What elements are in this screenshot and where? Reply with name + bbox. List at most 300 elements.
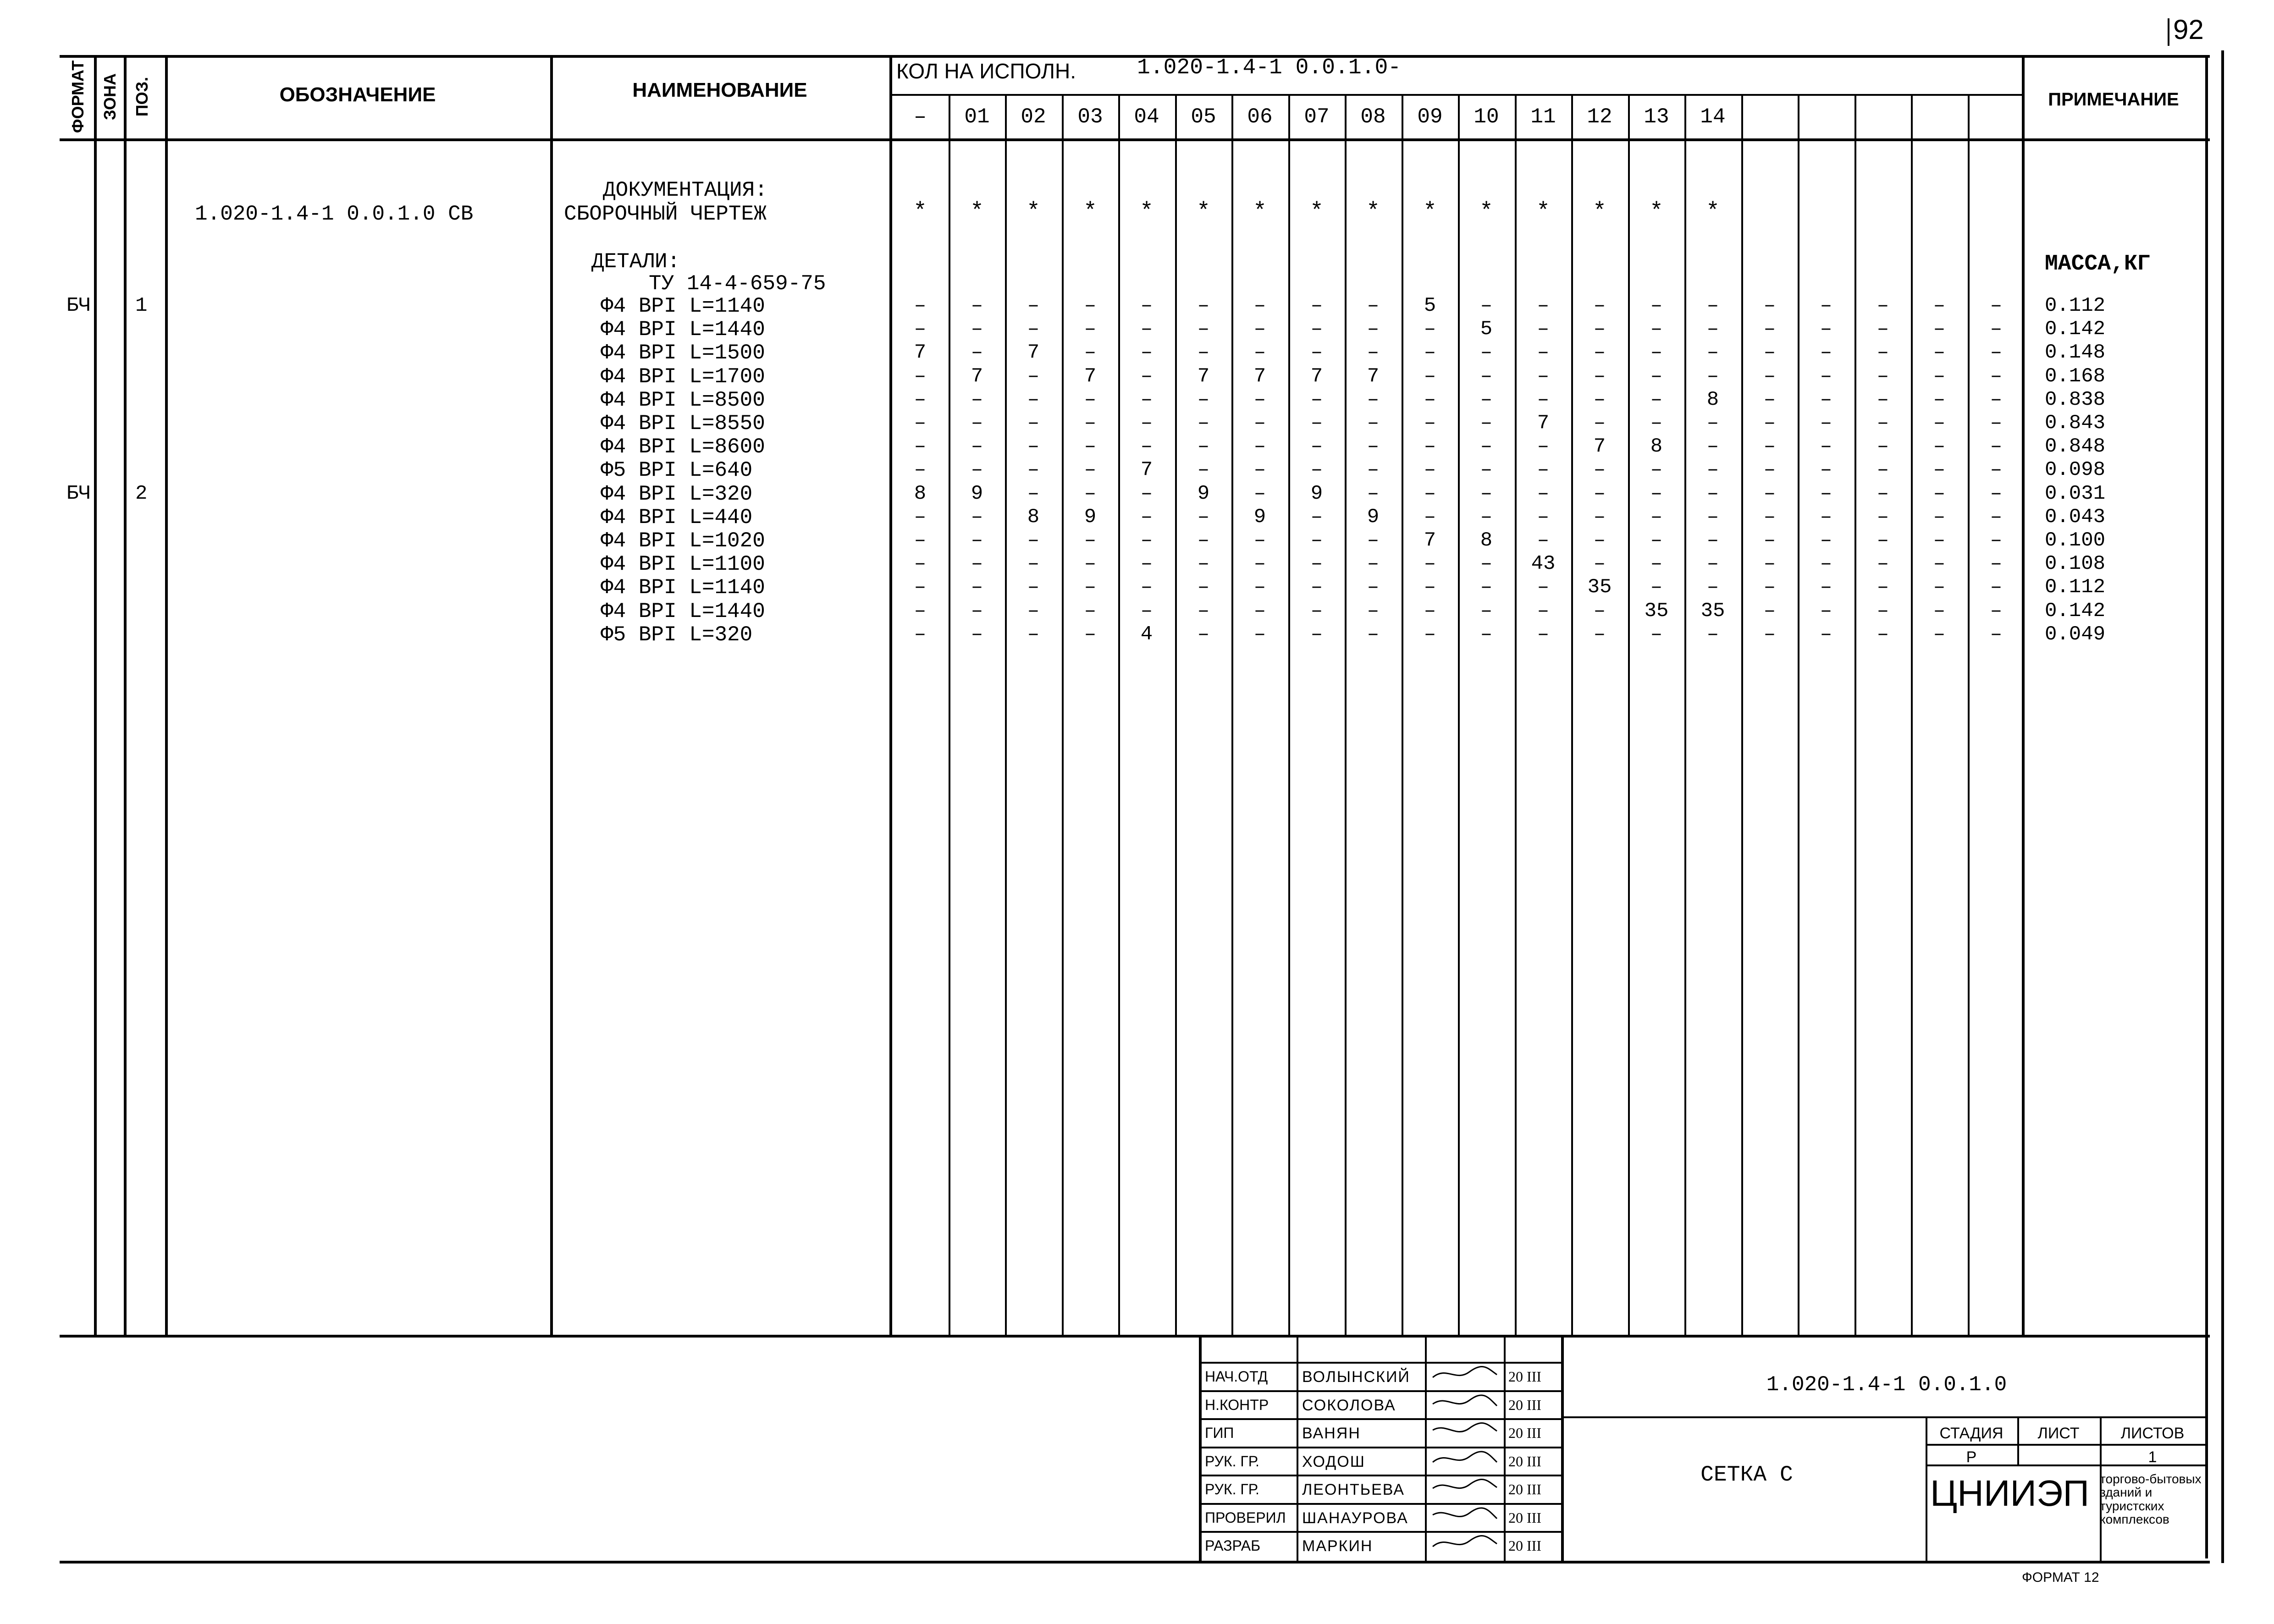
row-quantity: – [1197,600,1210,622]
row-quantity: – [914,365,927,388]
row-quantity: – [1650,318,1663,341]
row-quantity: – [971,458,983,481]
tu-line: ТУ 14-4-659-75 [649,272,826,296]
row-quantity: – [1084,412,1097,435]
row-quantity: – [1197,576,1210,599]
row-quantity: 5 [1480,318,1493,341]
signature-date: 20 III [1508,1509,1541,1526]
row-quantity: – [1027,552,1040,575]
qty-column-line [1288,94,1290,1335]
row-quantity: – [1367,529,1380,552]
row-quantity: – [1197,623,1210,646]
row-name: Ф4 ВРI L=1020 [601,529,765,553]
row-quantity: – [1820,341,1832,364]
row-quantity: – [1197,388,1210,411]
qty-column-line [1458,94,1460,1335]
row-quantity: – [1367,458,1380,481]
signature-name: ВОЛЫНСКИЙ [1302,1368,1410,1386]
row-quantity: – [1537,600,1550,622]
row-quantity: 7 [1084,365,1097,388]
row-position: 1 [135,294,148,317]
qty-column-line [1345,94,1347,1335]
row-quantity: – [1367,318,1380,341]
designation-cell: 1.020-1.4-1 0.0.1.0 СВ [195,202,474,226]
mass-label: МАССА,КГ [2045,252,2151,276]
row-quantity: – [1877,294,1889,317]
row-quantity: – [1197,552,1210,575]
row-quantity: 7 [1424,529,1436,552]
variant-header: 08 [1360,105,1386,129]
row-quantity: – [1593,294,1606,317]
documentation-star: * [1196,199,1210,225]
row-quantity: 7 [1367,365,1380,388]
signature-name: СОКОЛОВА [1302,1397,1396,1414]
row-quantity: – [1537,318,1550,341]
documentation-star: * [1309,199,1324,225]
row-quantity: – [1933,365,1946,388]
frame-vline [550,55,553,1335]
signature-name: ШАНАУРОВА [1302,1509,1408,1527]
row-quantity: – [1084,435,1097,458]
row-quantity: – [1877,552,1889,575]
row-quantity: – [1990,600,2003,622]
row-name: Ф4 ВРI L=1700 [601,365,765,389]
row-quantity: – [1424,576,1436,599]
row-quantity: – [1933,458,1946,481]
row-quantity: – [1650,294,1663,317]
signature-name: ВАНЯН [1302,1425,1361,1442]
row-quantity: 7 [1593,435,1606,458]
row-quantity: – [1933,576,1946,599]
qty-doc-code: 1.020-1.4-1 0.0.1.0- [1137,55,1402,80]
row-quantity: – [1140,600,1153,622]
sheet-label: ЛИСТ [2037,1425,2080,1442]
row-mass: 0.100 [2045,529,2106,552]
row-quantity: – [1990,506,2003,528]
row-quantity: 7 [971,365,983,388]
row-quantity: – [1706,318,1719,341]
row-quantity: – [1763,482,1776,505]
row-quantity: – [1424,623,1436,646]
row-quantity: – [914,623,927,646]
row-quantity: – [1990,623,2003,646]
frame-vline [2205,55,2208,1558]
row-quantity: – [1877,341,1889,364]
row-quantity: – [1537,506,1550,528]
row-quantity: – [1253,458,1266,481]
row-quantity: – [1140,341,1153,364]
documentation-star: * [1706,199,1720,225]
row-name: Ф4 ВРI L=1440 [601,600,765,623]
row-quantity: – [1480,294,1493,317]
row-quantity: – [1140,576,1153,599]
row-quantity: – [1990,318,2003,341]
handwritten-signature [1428,1505,1501,1525]
documentation-star: * [1649,199,1663,225]
row-quantity: 5 [1424,294,1436,317]
title-doc-code: 1.020-1.4-1 0.0.1.0 [1766,1373,2007,1397]
page-tab-mark [2168,18,2169,46]
row-quantity: – [1140,482,1153,505]
row-quantity: – [1933,412,1946,435]
row-quantity: – [1820,552,1832,575]
row-quantity: – [1140,412,1153,435]
row-quantity: – [914,552,927,575]
row-quantity: – [1990,412,2003,435]
qty-column-line [1684,94,1686,1335]
qty-column-line [1515,94,1517,1335]
signature-date: 20 III [1508,1425,1541,1441]
row-name: Ф4 ВРI L=8600 [601,435,765,459]
row-name: Ф5 ВРI L=640 [601,458,753,482]
row-quantity: 35 [1700,600,1725,622]
row-quantity: – [1820,623,1832,646]
row-quantity: – [1706,412,1719,435]
row-quantity: – [1877,318,1889,341]
variant-header: 06 [1247,105,1273,129]
row-quantity: – [1084,388,1097,411]
qty-column-line [1571,94,1573,1335]
row-quantity: – [914,576,927,599]
variant-header: 11 [1530,105,1556,129]
row-mass: 0.848 [2045,435,2106,458]
row-quantity: – [1706,341,1719,364]
row-quantity: – [1027,412,1040,435]
doc-name: СБОРОЧНЫЙ ЧЕРТЕЖ [564,202,767,226]
table-bottom-line [60,1335,2210,1338]
row-quantity: – [1480,576,1493,599]
row-quantity: – [1197,341,1210,364]
row-quantity: – [1253,294,1266,317]
pos-header: ПОЗ. [132,77,151,117]
row-quantity: 7 [1197,365,1210,388]
stage-value: Р [1966,1448,1977,1466]
row-quantity: – [1027,435,1040,458]
row-name: Ф4 ВРI L=440 [601,506,753,529]
row-quantity: – [1367,482,1380,505]
row-quantity: – [971,412,983,435]
row-quantity: – [1933,529,1946,552]
row-name: Ф4 ВРI L=1140 [601,576,765,600]
variant-header: 10 [1474,105,1499,129]
row-quantity: 9 [971,482,983,505]
row-quantity: – [1650,412,1663,435]
row-quantity: – [1084,552,1097,575]
row-quantity: – [1820,482,1832,505]
signature-date: 20 III [1508,1368,1541,1385]
signature-row-line [1199,1475,1561,1476]
documentation-star: * [1592,199,1606,225]
row-quantity: – [1253,435,1266,458]
row-quantity: – [1253,388,1266,411]
signature-role: РУК. ГР. [1205,1481,1259,1497]
row-quantity: 7 [1253,365,1266,388]
qty-column-line [1741,94,1743,1335]
row-quantity: – [914,458,927,481]
row-quantity: – [1933,388,1946,411]
row-quantity: – [1027,365,1040,388]
row-name: Ф4 ВРI L=8550 [601,412,765,435]
handwritten-signature [1428,1392,1501,1412]
row-quantity: – [1877,600,1889,622]
row-quantity: – [1593,341,1606,364]
row-quantity: – [1763,506,1776,528]
variant-header: 04 [1134,105,1159,129]
row-quantity: 9 [1310,482,1323,505]
row-quantity: – [1650,458,1663,481]
row-quantity: – [971,318,983,341]
row-quantity: – [1593,623,1606,646]
row-mass: 0.098 [2045,458,2106,481]
row-quantity: 9 [1197,482,1210,505]
row-quantity: – [971,341,983,364]
row-quantity: – [1820,412,1832,435]
row-quantity: – [1253,600,1266,622]
row-quantity: – [1310,576,1323,599]
row-quantity: – [1537,388,1550,411]
row-quantity: – [1367,294,1380,317]
row-quantity: – [1140,318,1153,341]
documentation-star: * [1366,199,1380,225]
signature-date: 20 III [1508,1397,1541,1413]
row-quantity: – [1706,552,1719,575]
designation-header: ОБОЗНАЧЕНИЕ [279,83,436,106]
row-quantity: – [1706,623,1719,646]
row-quantity: – [1084,294,1097,317]
row-quantity: – [1480,552,1493,575]
row-quantity: – [1027,318,1040,341]
row-quantity: – [1877,623,1889,646]
row-quantity: 8 [1650,435,1663,458]
frame-right-border [2221,50,2224,1563]
row-quantity: – [1763,318,1776,341]
frame-vline [889,55,892,1335]
row-quantity: – [1763,458,1776,481]
row-quantity: – [1537,435,1550,458]
row-quantity: – [1933,435,1946,458]
row-quantity: 9 [1084,506,1097,528]
row-quantity: – [1537,341,1550,364]
row-quantity: – [1424,412,1436,435]
row-quantity: – [1537,529,1550,552]
variant-header: 12 [1587,105,1612,129]
row-quantity: – [1593,412,1606,435]
qty-column-line [1175,94,1177,1335]
row-quantity: – [1197,294,1210,317]
documentation-star: * [1253,199,1267,225]
row-quantity: – [1027,623,1040,646]
row-quantity: – [1933,600,1946,622]
sheet-title: СЕТКА С [1700,1463,1793,1487]
page-number: 92 [2173,14,2204,45]
signature-role: ГИП [1205,1425,1234,1441]
row-quantity: – [914,388,927,411]
row-quantity: – [1650,365,1663,388]
row-quantity: – [1990,294,2003,317]
row-name: Ф4 ВРI L=320 [601,482,753,506]
row-quantity: – [1933,623,1946,646]
variant-header: 03 [1077,105,1103,129]
row-quantity: – [1027,458,1040,481]
row-quantity: – [971,600,983,622]
row-quantity: – [1877,458,1889,481]
row-quantity: – [1537,482,1550,505]
row-quantity: – [1820,506,1832,528]
row-quantity: – [1650,482,1663,505]
row-quantity: – [1310,458,1323,481]
row-quantity: – [1593,552,1606,575]
row-quantity: – [1990,482,2003,505]
row-quantity: 7 [1310,365,1323,388]
row-quantity: – [1140,365,1153,388]
row-quantity: – [1990,529,2003,552]
row-quantity: 7 [1140,458,1153,481]
signature-row-line [1199,1503,1561,1505]
row-quantity: – [1310,318,1323,341]
row-quantity: – [971,388,983,411]
row-quantity: – [1763,576,1776,599]
row-quantity: – [1480,388,1493,411]
row-format: БЧ [66,482,91,505]
format-label: ФОРМАТ 12 [2022,1570,2099,1585]
handwritten-signature [1428,1364,1501,1384]
row-quantity: – [1310,435,1323,458]
row-quantity: – [1820,365,1832,388]
handwritten-signature [1428,1476,1501,1497]
row-quantity: 4 [1140,623,1153,646]
zone-header: ЗОНА [100,73,119,121]
row-quantity: – [1763,600,1776,622]
qty-column-line [949,94,950,1335]
row-quantity: – [1084,600,1097,622]
row-quantity: – [971,435,983,458]
row-mass: 0.049 [2045,623,2106,646]
variant-header: 09 [1417,105,1443,129]
signature-name: ЛЕОНТЬЕВА [1302,1481,1405,1498]
row-quantity: – [1877,412,1889,435]
qty-column-line [1911,94,1913,1335]
variant-header: 05 [1191,105,1216,129]
row-position: 2 [135,482,148,505]
row-quantity: – [1253,576,1266,599]
row-quantity: – [1253,318,1266,341]
row-quantity: – [1933,506,1946,528]
documentation-star: * [913,199,927,225]
row-quantity: – [1650,388,1663,411]
row-quantity: 7 [1027,341,1040,364]
row-quantity: – [1480,600,1493,622]
row-quantity: – [1820,435,1832,458]
qty-column-line [1855,94,1856,1335]
signature-row-line [1199,1390,1561,1392]
qty-column-line [1231,94,1233,1335]
row-quantity: – [1763,435,1776,458]
row-mass: 0.142 [2045,600,2106,622]
row-mass: 0.843 [2045,412,2106,435]
row-quantity: – [1593,600,1606,622]
org-name: ЦНИИЭП [1930,1473,2089,1514]
frame-vline [94,55,97,1335]
row-quantity: – [1084,458,1097,481]
row-quantity: – [1990,341,2003,364]
row-quantity: – [1820,318,1832,341]
row-quantity: – [1084,318,1097,341]
row-quantity: – [1990,552,2003,575]
row-mass: 0.148 [2045,341,2106,364]
row-quantity: – [1537,576,1550,599]
row-quantity: – [1650,552,1663,575]
row-quantity: – [1990,576,2003,599]
row-quantity: – [1367,412,1380,435]
row-quantity: – [1593,318,1606,341]
row-quantity: – [1820,576,1832,599]
row-mass: 0.142 [2045,318,2106,341]
signature-role: РУК. ГР. [1205,1453,1259,1470]
sheets-value: 1 [2148,1448,2157,1466]
row-quantity: – [1650,576,1663,599]
row-quantity: – [1480,458,1493,481]
row-name: Ф5 ВРI L=320 [601,623,753,647]
signature-date: 20 III [1508,1537,1541,1554]
row-quantity: – [1877,482,1889,505]
row-quantity: – [1197,412,1210,435]
tb-hline [1561,1416,2208,1418]
row-quantity: – [971,294,983,317]
row-quantity: – [1877,388,1889,411]
row-quantity: – [1877,529,1889,552]
title-block-bottom-line [60,1561,2210,1563]
row-quantity: – [1706,482,1719,505]
row-quantity: 35 [1587,576,1612,599]
row-quantity: – [1593,506,1606,528]
row-quantity: 8 [1480,529,1493,552]
row-quantity: – [1537,294,1550,317]
row-quantity: – [1310,623,1323,646]
row-quantity: – [1027,388,1040,411]
row-quantity: – [1990,365,2003,388]
format-header: ФОРМАТ [68,60,87,133]
row-quantity: – [1763,294,1776,317]
row-quantity: – [1763,412,1776,435]
row-quantity: – [1253,529,1266,552]
sheets-label: ЛИСТОВ [2120,1425,2185,1442]
row-quantity: – [1480,435,1493,458]
row-quantity: – [1706,458,1719,481]
documentation-star: * [1026,199,1040,225]
row-quantity: 9 [1253,506,1266,528]
row-quantity: – [971,623,983,646]
row-quantity: – [971,576,983,599]
row-quantity: – [1933,552,1946,575]
row-quantity: – [1310,600,1323,622]
row-quantity: – [1480,506,1493,528]
row-quantity: – [1424,318,1436,341]
row-quantity: – [1877,506,1889,528]
qty-column-line [1402,94,1403,1335]
variant-header: 07 [1304,105,1330,129]
row-quantity: – [1593,365,1606,388]
org-description: торгово-бытовых зданий и туристских комплексов [2100,1472,2202,1527]
variant-header: 13 [1644,105,1669,129]
tb-hline [1926,1444,2208,1446]
doc-title: ДОКУМЕНТАЦИЯ: [603,178,767,202]
qty-column-line [1005,94,1007,1335]
row-quantity: – [1424,458,1436,481]
row-quantity: – [1253,341,1266,364]
row-quantity: – [1027,294,1040,317]
row-quantity: – [1480,365,1493,388]
row-quantity: – [1310,341,1323,364]
